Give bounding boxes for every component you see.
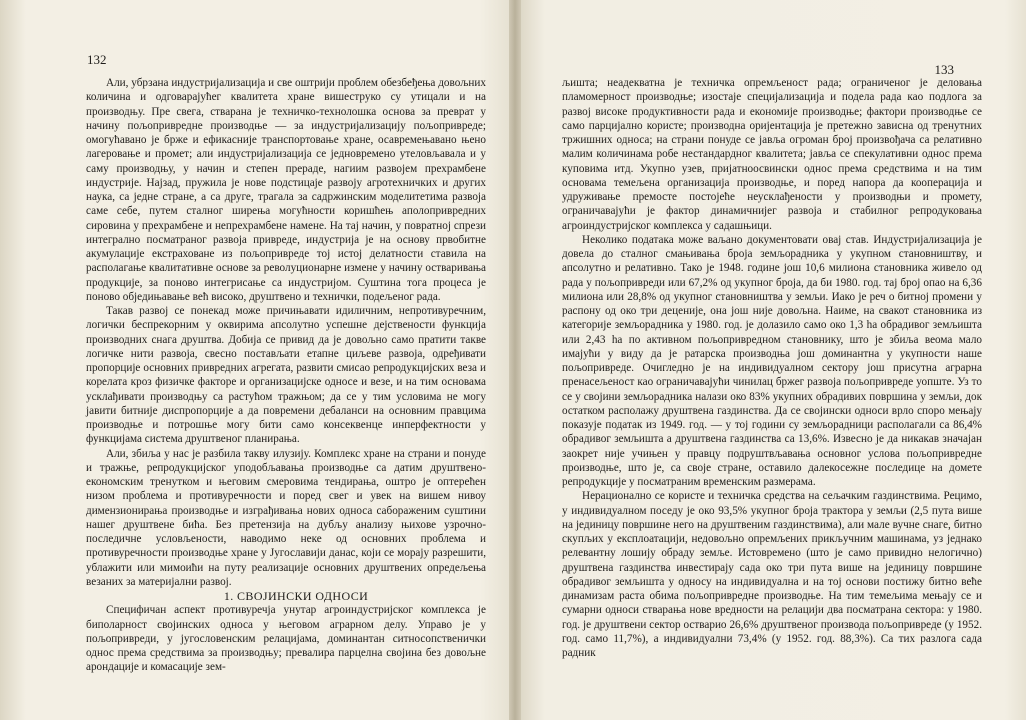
section-heading: 1. СВОЈИНСКИ ОДНОСИ xyxy=(223,589,369,603)
right-page xyxy=(515,0,1026,720)
body-text xyxy=(86,76,486,675)
book-gutter xyxy=(509,0,521,720)
page-number: 132 xyxy=(87,52,107,67)
paragraph: Неколико података може ваљано документовати овај став. Индустријализација је довела до сталног смањивања броја земљорадника у укупном становништву, и апсолутно и релативно. Тако је 1948. године још 10,6 милиона становника живело од рада у пољопривреди или 67,2% од укупног броја, да би 1980. год. тај број опао на 6,36 милиона или 28,8% од укупног становништва у земљи. Иако је реч о битној промени у распону од око три деценије, она још није довољна. Наиме, на свакот становника из категорије земљорадника у 1980. год. је долазило само око 1,3 ha обрадивог земљишта или 2,43 ha по активном пољопривредном становнику, што је збиља веома мало имајући у виду да је ратарска производња још доминантна у укупности наше пољопривреде. Очигледно је на индивидуалном сектору још присутна аграрна пренасељеност као ограничавајући чинилац бржег развоја пољопривреде уопште. Уз то се у својини земљорадника налази око 83% укупних обрадивих површина у земљи, док остатком располажу друштвена газдинства. Да се својински односи врло споро мењају показује податак из 1949. год. — у тој години су земљорадници располагали са 86,4% обрадивог земљишта а друштвена газдинства са 13,6%. Извесно је да никакав значајан заокрет није учињен у правцу подруштвљавања основног услова пољопривредне производње, што је, са своје стране, оставило далекосежне последице на домете репродукције у посматраним временским размерама. xyxy=(562,233,982,488)
paragraph-continuation: љишта; неадекватна је техничка опремљеност рада; ограниченог је деловања пламомерност производње; изостаје специјализација и подела рада као подлога за развој високе продуктивности рада и економије производње; фактори производње се само парцијално користе; производна оријентација је претежно зависна од тренутних тржишних односа; на страни понуде се јавља огроман број произвођача са релативно малим количинама робе нестандардног квалитета; јавља се спекулативни однос према куповима итд. Укупно узев, пријатноосвински однос према средствима и на тим основама темељена организација производње, и поред напора да кооперација и удруживање премосте постојеће неусклађености у производњи и промету, ограничавајући је фактор динамичнијег развоја и стабилног репродуковања агроиндустријског комплекса у садашњици. xyxy=(562,77,982,232)
page-number: 133 xyxy=(934,62,954,77)
body-text xyxy=(562,76,982,660)
paragraph: Али, убрзана индустријализација и све оштрији проблем обезбеђења довољних количина и одговарајућег квалитета хране вишеструко су утицали и на производњу. Пре свега, стварана је техничко-технолошка основа за преврат у начину пољопривредне производње — за индустријализацију пољопривреде; омогућавано је брже и ефикасније транспортовање хране, осавремењавано њено лагеровање и промет; али индустријализација се једновремено утеловљавала и у саму производњу, у начин и степен прераде, нагиим развојем прехрамбене индустрије. Најзад, пружила је нове подстицаје развоју агротехничких и других наука, са једне стране, а са друге, трагала за садржинским моделитетима развоја саме себе, путем сталног ширења могућности коришћењ аполопривредних сировина у прехрамбене и непрехрамбене намене. На тај начин, у повратној спрези интегрално посматраног развоја привреде, индустрија је на основу првобитне акумулације екстраховане из пољопривреде тој истој делатности ставила на располагање квалитативне основе за револуционарне измене у начину остваривања продукције, за поново интегрисање са индустријом. Суштина тога процеса је поново обједињавање већ високо, друштвено и технички, подељеног рада. xyxy=(86,77,486,303)
paragraph: Нерационално се користе и техничка средства на сељачким газдинствима. Рецимо, у индивидуалном поседу је око 93,5% укупног броја трактора у земљи (2,5 пута више на јединицу површине него на друштвеним газдинствима), али мале вучне снаге, битно скупљих у експлоатацији, недовољно опремљених прикључним машинама, уз једнако релевантну лошију обраду земље. Истовремено (што је само привидно нелогично) друштвена газдинства инвестирају сада око три пута више на јединицу површине обрадивог земљишта у односу на индивидуална и на тој основи постижу битно веће динамизам раста обима пољопривредне производње. На тим темељима мењају се и сумарни односи стварања нове вредности на релацији два посматрана сектора: у 1980. год. је друштвени сектор остварио 26,6% друштвеног производа пољопривреде (у 1952. год. само 11,7%), а индивидуални 73,4% (у 1952. год. 88,3%). Са тих разлога сада радник xyxy=(562,490,982,659)
paragraph: Али, збиља у нас је разбила такву илузију. Комплекс хране на страни и понуде и тражње, репродукцијског уподобљавања производње са датим друштвено-економским тренутком и његовим смеровима тендирања, оштро је оптерећен низом проблема и противуречности и поред свег и увек на вишем нивоу димензионирања производње и изграђивања нових односа сабораженим суштини нашег друштвене бића. Без претензија на дубљу анализу њихове узрочно-последичне условљености, наводимо неке од основних проблема и противуречности производње хране у Југославији данас, који се морају разрешити, ублажити или мимоићи на путу реализације основних друштвених опредељења везаних за материјални развој. xyxy=(86,447,486,588)
paragraph: Специфичан аспект противуречја унутар агроиндустријског комплекса је биполарност својинских односа у његовом аграрном делу. Управо је у пољопривреди, у југословенским релацијама, доминантан ситносопственички однос према средствима за производњу; превалира парцелна својина без довољне арондације и комасације зем- xyxy=(86,604,486,674)
paragraph: Такав развој се понекад може причињавати идиличним, непротивуречним, логички беспрекорним у оквирима апсолутно успешне дејствености функција производних снага друштва. Добија се привид да је довољно само пратити такве логичке нити развоја, свесно постављати етапне циљеве развоја, одређивати пропорције основних привредних агрегата, развити смисао репродукцијских веза и корелата кроз физичке факторе и организацијске односе и везе, и на тим основама усклађивати производњу са растућом тражњом; да се у тим условима не могу јавити битније диспропорције а да повремени дебаланси на основним правцима производње и потрошње могу бити само консеквенце инперфектности у функцијама система друштвеног планирања. xyxy=(86,305,486,446)
